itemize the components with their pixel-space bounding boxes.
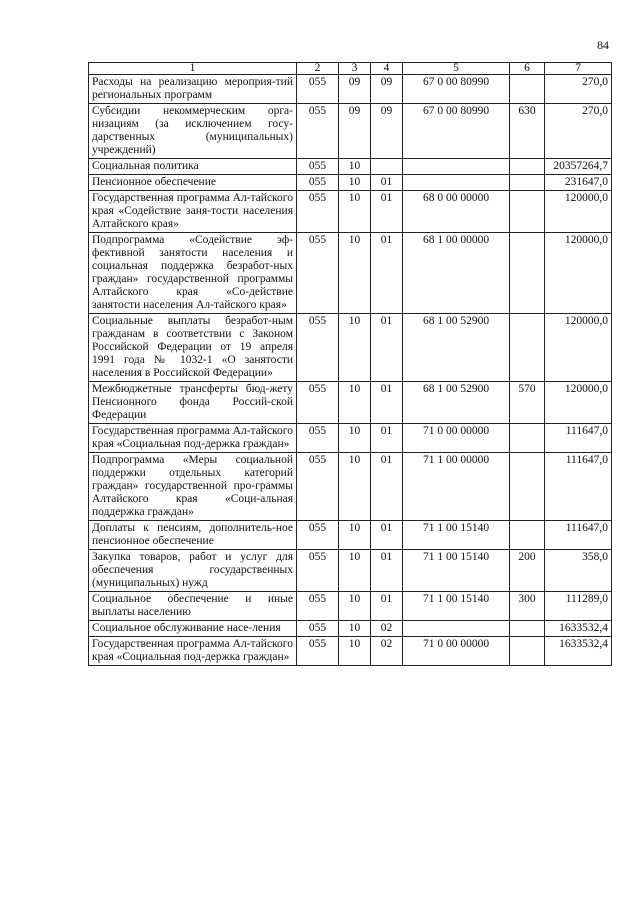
expense-type-cell bbox=[510, 521, 545, 550]
subsection-cell: 01 bbox=[371, 314, 403, 382]
admin-code-cell: 055 bbox=[297, 550, 339, 592]
admin-code-cell: 055 bbox=[297, 592, 339, 621]
expense-type-cell bbox=[510, 637, 545, 666]
row-name-cell: Закупка товаров, работ и услуг для обеспечения государственных (муниципальных) нужд bbox=[89, 550, 297, 592]
row-name-cell: Государственная программа Ал-тайского края «Содействие заня-тости населения Алтайского края» bbox=[89, 191, 297, 233]
amount-cell: 270,0 bbox=[545, 75, 612, 104]
row-name-cell: Подпрограмма «Меры социальной поддержки отдельных категорий граждан» государственной про-граммы Алтайского края «Соци-альная поддержка граждан» bbox=[89, 453, 297, 521]
subsection-cell: 01 bbox=[371, 191, 403, 233]
expense-type-cell bbox=[510, 191, 545, 233]
amount-cell: 111647,0 bbox=[545, 521, 612, 550]
table-row bbox=[89, 233, 612, 314]
target-article-cell: 71 0 00 00000 bbox=[403, 637, 510, 666]
table-row bbox=[89, 521, 612, 550]
amount-cell: 20357264,7 bbox=[545, 159, 612, 175]
amount-cell: 111647,0 bbox=[545, 424, 612, 453]
subsection-cell: 01 bbox=[371, 175, 403, 191]
row-name-cell: Доплаты к пенсиям, дополнитель-ное пенсионное обеспечение bbox=[89, 521, 297, 550]
amount-cell: 358,0 bbox=[545, 550, 612, 592]
table-row bbox=[89, 453, 612, 521]
row-name-cell: Расходы на реализацию мероприя-тий региональных программ bbox=[89, 75, 297, 104]
expense-type-cell bbox=[510, 621, 545, 637]
column-header: 6 bbox=[510, 63, 545, 75]
admin-code-cell: 055 bbox=[297, 424, 339, 453]
section-cell: 09 bbox=[339, 104, 371, 159]
table-row bbox=[89, 175, 612, 191]
target-article-cell: 71 1 00 15140 bbox=[403, 550, 510, 592]
admin-code-cell: 055 bbox=[297, 191, 339, 233]
column-header: 5 bbox=[403, 63, 510, 75]
subsection-cell: 01 bbox=[371, 424, 403, 453]
row-name-cell: Государственная программа Ал-тайского края «Социальная под-держка граждан» bbox=[89, 637, 297, 666]
column-header: 4 bbox=[371, 63, 403, 75]
amount-cell: 1633532,4 bbox=[545, 621, 612, 637]
target-article-cell bbox=[403, 175, 510, 191]
expense-type-cell bbox=[510, 453, 545, 521]
subsection-cell: 01 bbox=[371, 550, 403, 592]
amount-cell: 111289,0 bbox=[545, 592, 612, 621]
amount-cell: 231647,0 bbox=[545, 175, 612, 191]
table-row bbox=[89, 382, 612, 424]
row-name-cell: Государственная программа Ал-тайского края «Социальная под-держка граждан» bbox=[89, 424, 297, 453]
expense-type-cell: 300 bbox=[510, 592, 545, 621]
amount-cell: 120000,0 bbox=[545, 314, 612, 382]
table-row bbox=[89, 424, 612, 453]
expense-type-cell bbox=[510, 233, 545, 314]
subsection-cell: 02 bbox=[371, 621, 403, 637]
subsection-cell bbox=[371, 159, 403, 175]
row-name-cell: Социальное обслуживание насе-ления bbox=[89, 621, 297, 637]
expense-type-cell bbox=[510, 159, 545, 175]
admin-code-cell: 055 bbox=[297, 233, 339, 314]
row-name-cell: Социальная политика bbox=[89, 159, 297, 175]
table-row bbox=[89, 621, 612, 637]
target-article-cell: 71 1 00 00000 bbox=[403, 453, 510, 521]
section-cell: 10 bbox=[339, 175, 371, 191]
section-cell: 10 bbox=[339, 521, 371, 550]
table-row bbox=[89, 550, 612, 592]
section-cell: 10 bbox=[339, 159, 371, 175]
target-article-cell: 68 1 00 52900 bbox=[403, 382, 510, 424]
row-name-cell: Субсидии некоммерческим орга-низациям (за исключением госу-дарственных (муниципальных) учреждений) bbox=[89, 104, 297, 159]
target-article-cell: 68 1 00 52900 bbox=[403, 314, 510, 382]
amount-cell: 111647,0 bbox=[545, 453, 612, 521]
section-cell: 10 bbox=[339, 233, 371, 314]
section-cell: 10 bbox=[339, 453, 371, 521]
admin-code-cell: 055 bbox=[297, 104, 339, 159]
admin-code-cell: 055 bbox=[297, 453, 339, 521]
column-header: 3 bbox=[339, 63, 371, 75]
table-row bbox=[89, 314, 612, 382]
row-name-cell: Подпрограмма «Содействие эф-фективной занятости населения и социальная поддержка безработ-ных граждан» государственной программы Алтайского края «Со-действие занятости населения Ал-тайского края» bbox=[89, 233, 297, 314]
admin-code-cell: 055 bbox=[297, 521, 339, 550]
section-cell: 10 bbox=[339, 621, 371, 637]
subsection-cell: 01 bbox=[371, 453, 403, 521]
section-cell: 09 bbox=[339, 75, 371, 104]
section-cell: 10 bbox=[339, 191, 371, 233]
expense-type-cell bbox=[510, 314, 545, 382]
table-row bbox=[89, 592, 612, 621]
table-row bbox=[89, 191, 612, 233]
admin-code-cell: 055 bbox=[297, 175, 339, 191]
target-article-cell bbox=[403, 159, 510, 175]
amount-cell: 120000,0 bbox=[545, 233, 612, 314]
section-cell: 10 bbox=[339, 550, 371, 592]
subsection-cell: 02 bbox=[371, 637, 403, 666]
section-cell: 10 bbox=[339, 314, 371, 382]
row-name-cell: Социальные выплаты безработ-ным гражданам в соответствии с Законом Российской Федерации от 19 апреля 1991 года № 1032-1 «О занятости населения в Российской Федерации» bbox=[89, 314, 297, 382]
expense-type-cell bbox=[510, 175, 545, 191]
subsection-cell: 01 bbox=[371, 521, 403, 550]
column-header: 2 bbox=[297, 63, 339, 75]
target-article-cell: 71 1 00 15140 bbox=[403, 592, 510, 621]
amount-cell: 270,0 bbox=[545, 104, 612, 159]
target-article-cell: 71 1 00 15140 bbox=[403, 521, 510, 550]
subsection-cell: 09 bbox=[371, 75, 403, 104]
expense-type-cell bbox=[510, 424, 545, 453]
row-name-cell: Пенсионное обеспечение bbox=[89, 175, 297, 191]
admin-code-cell: 055 bbox=[297, 621, 339, 637]
subsection-cell: 09 bbox=[371, 104, 403, 159]
row-name-cell: Межбюджетные трансферты бюд-жету Пенсионного фонда Россий-ской Федерации bbox=[89, 382, 297, 424]
page-number: 84 bbox=[597, 38, 609, 52]
table-header-row bbox=[89, 63, 612, 75]
amount-cell: 120000,0 bbox=[545, 382, 612, 424]
column-header: 1 bbox=[89, 63, 297, 75]
section-cell: 10 bbox=[339, 424, 371, 453]
expense-type-cell bbox=[510, 75, 545, 104]
row-name-cell: Социальное обеспечение и иные выплаты населению bbox=[89, 592, 297, 621]
expense-type-cell: 570 bbox=[510, 382, 545, 424]
table-row bbox=[89, 104, 612, 159]
table-row bbox=[89, 637, 612, 666]
expense-type-cell: 630 bbox=[510, 104, 545, 159]
amount-cell: 1633532,4 bbox=[545, 637, 612, 666]
column-header: 7 bbox=[545, 63, 612, 75]
admin-code-cell: 055 bbox=[297, 75, 339, 104]
target-article-cell: 68 0 00 00000 bbox=[403, 191, 510, 233]
subsection-cell: 01 bbox=[371, 233, 403, 314]
target-article-cell bbox=[403, 621, 510, 637]
amount-cell: 120000,0 bbox=[545, 191, 612, 233]
table-row bbox=[89, 159, 612, 175]
admin-code-cell: 055 bbox=[297, 382, 339, 424]
admin-code-cell: 055 bbox=[297, 159, 339, 175]
target-article-cell: 71 0 00 00000 bbox=[403, 424, 510, 453]
section-cell: 10 bbox=[339, 592, 371, 621]
target-article-cell: 67 0 00 80990 bbox=[403, 75, 510, 104]
budget-table bbox=[88, 62, 612, 666]
subsection-cell: 01 bbox=[371, 382, 403, 424]
section-cell: 10 bbox=[339, 637, 371, 666]
admin-code-cell: 055 bbox=[297, 314, 339, 382]
target-article-cell: 67 0 00 80990 bbox=[403, 104, 510, 159]
subsection-cell: 01 bbox=[371, 592, 403, 621]
table-row bbox=[89, 75, 612, 104]
expense-type-cell: 200 bbox=[510, 550, 545, 592]
section-cell: 10 bbox=[339, 382, 371, 424]
target-article-cell: 68 1 00 00000 bbox=[403, 233, 510, 314]
admin-code-cell: 055 bbox=[297, 637, 339, 666]
